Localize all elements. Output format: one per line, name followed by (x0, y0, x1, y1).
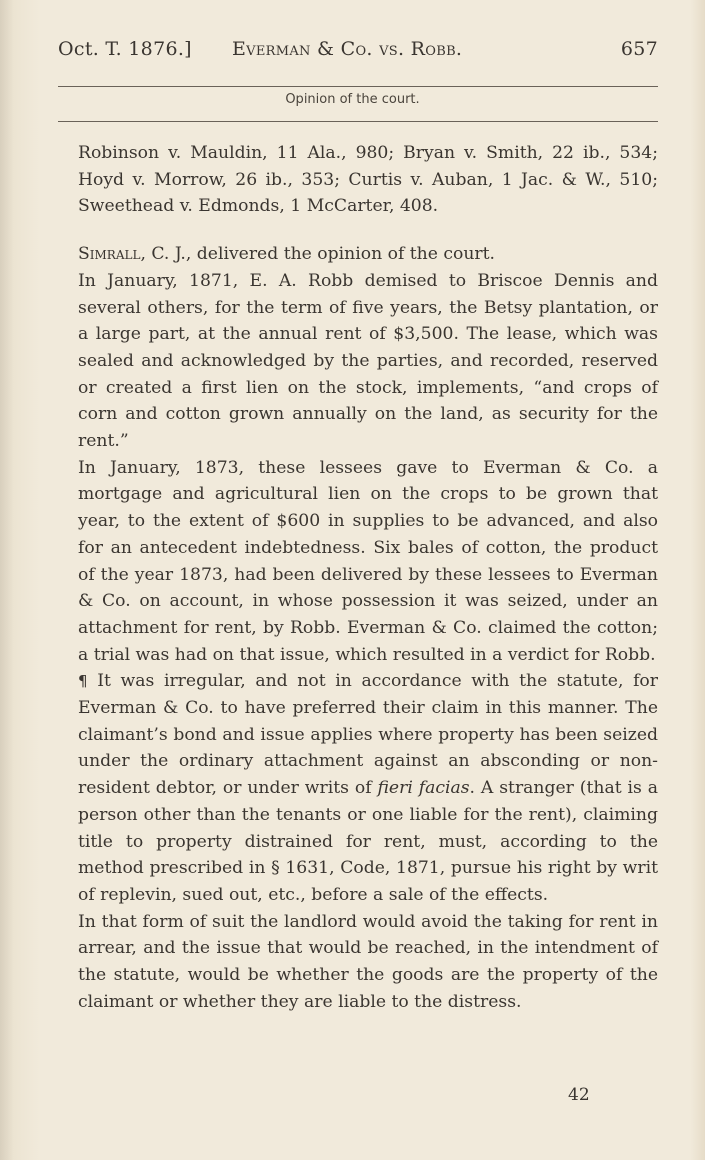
paragraph-irregular-text-a: It was irregular, and not in accordance with the statute, for Everman & Co. to have preferred their claim in this manner. The claimant’s bond and issue applies where property has been seized under the ordinary attachment against an absconding or non-resident debtor, or under writs of (78, 671, 658, 799)
page-body (78, 140, 658, 1016)
running-header (58, 38, 658, 68)
header-rule-bottom (58, 121, 658, 122)
paragraph-irregular (78, 668, 658, 908)
paragraph-lease: In January, 1871, E. A. Robb demised to Briscoe Dennis and several others, for the term of five years, the Betsy plantation, or a large part, at the annual rent of $3,500. The lease, which was sealed and acknowledged by the parties, and recorded, reserved or created a first lien on the stock, implements, “and crops of corn and cotton grown annually on the land, as security for the rent.” (78, 270, 658, 452)
paragraph-form-of-suit: In that form of suit the landlord would avoid the taking for rent in arrear, and the issue that would be reached, in the intendment of the statute, would be whether the goods are the property of the claimant or whether they are liable to the distress. (78, 911, 658, 1012)
case-title: Everman & Co. vs. Robb. (232, 38, 463, 60)
header-rule-top (58, 86, 658, 87)
paragraph-irregular-text-b: . A stranger (that is a person other than the tenants or one liable for the rent), claiming title to property distrained for rent, must, according to the method prescribed in § 1631, Code, 1871, pursue his right by writ of replevin, sued out, etc., before a sale of the effects. (78, 778, 658, 905)
section-subheader: Opinion of the court. (285, 92, 420, 107)
fieri-facias-term: fieri facias (377, 778, 470, 799)
judge-name: Simrall (78, 244, 141, 265)
opinion-intro-text: , C. J., delivered the opinion of the court. (140, 244, 496, 265)
paragraph-mark: ¶ (78, 672, 88, 691)
citation-paragraph: Robinson v. Mauldin, 11 Ala., 980; Bryan v. Smith, 22 ib., 534; Hoyd v. Morrow, 26 ib., 353; Curtis v. Auban, 1 Jac. & W., 510; Sweethead v. Edmonds, 1 McCarter, 408. (78, 143, 658, 217)
opinion-intro (78, 241, 658, 268)
paragraph-mortgage: In January, 1873, these lessees gave to Everman & Co. a mortgage and agricultural lien on the crops to be grown that year, to the extent of $600 in supplies to be advanced, and also for an antecedent indebtedness. Six bales of cotton, the product of the year 1873, had been delivered by these lessees to Everman & Co. on account, in whose possession it was seized, under an attachment for rent, by Robb. Everman & Co. claimed the cotton; a trial was had on that issue, which resulted in a verdict for Robb. (78, 457, 658, 665)
signature-folio: 42 (568, 1085, 590, 1105)
page-number: 657 (620, 38, 658, 60)
term-label: Oct. T. 1876.] (58, 38, 192, 60)
